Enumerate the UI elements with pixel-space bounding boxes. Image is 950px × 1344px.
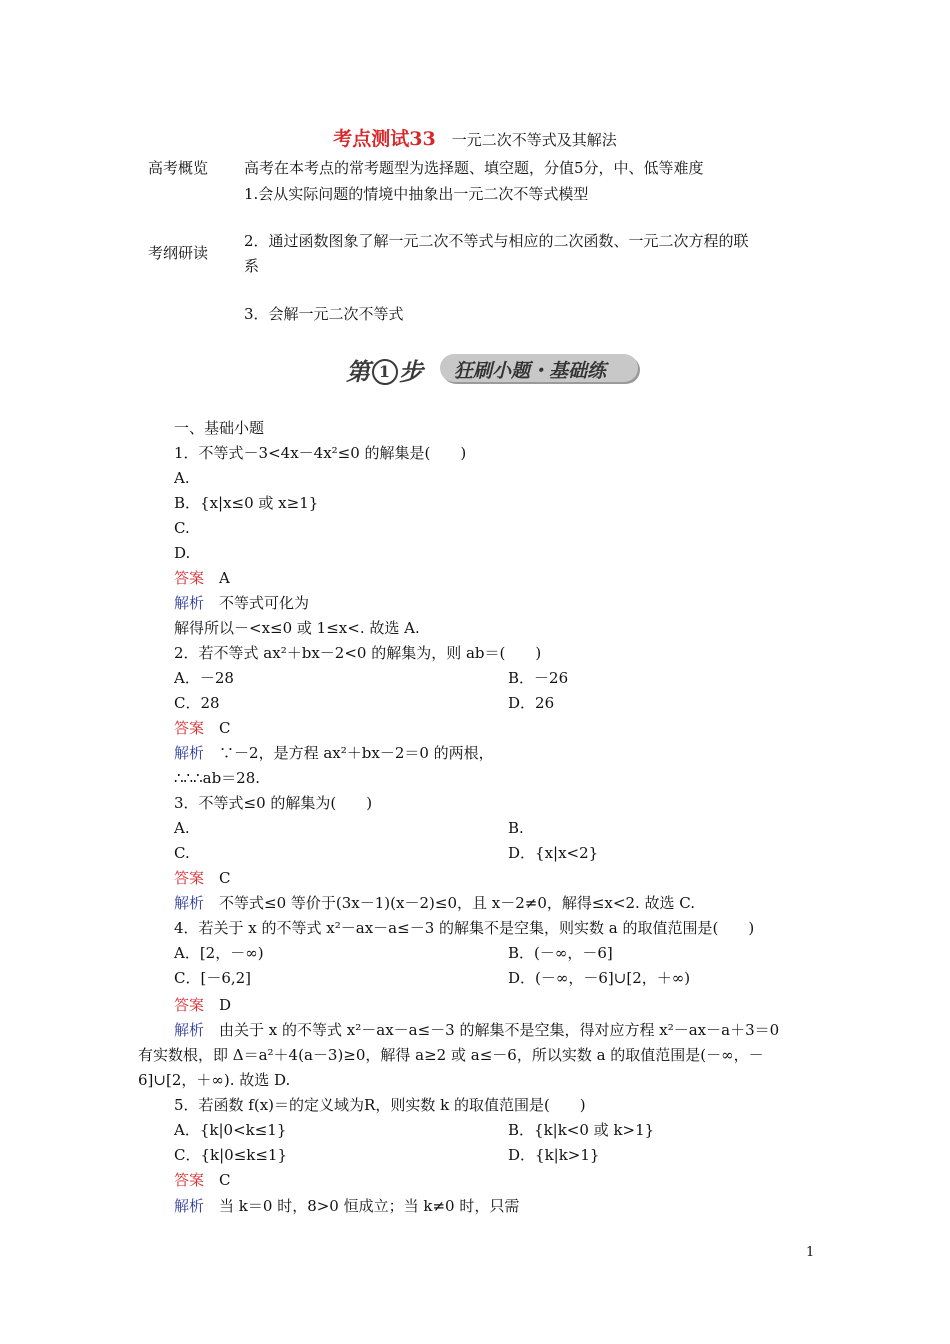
q4-option-d: D．(－∞，－6]∪[2，＋∞) [508,969,691,987]
q3-option-a: A. [174,819,190,837]
page-title [0,124,950,151]
overview-label: 高考概览 [148,159,209,177]
step-label: 第 1 步 [346,357,424,386]
q5-option-a: A．{k|0<k≤1} [174,1121,287,1139]
q2-answer: 答案 C [174,719,231,737]
banner-pill-text: 狂刷小题・基础练 [454,360,607,382]
step-number-circle: 1 [372,359,398,385]
q2-option-a: A．－28 [174,669,234,687]
q5-option-d: D．{k|k>1} [508,1146,600,1164]
q1-option-d: D. [174,544,191,562]
q5-option-b: B．{k|k<0 或 k>1} [508,1121,655,1139]
q4-explanation-2: 有实数根，即 Δ＝a²＋4(a－3)≥0，解得 a≥2 或 a≤－6，所以实数 a 的取值范围是(－∞，－ [138,1046,764,1064]
q2-option-b: B．－26 [508,669,569,687]
overview-text: 高考在本考点的常考题型为选择题、填空题，分值5分，中、低等难度 [244,159,704,177]
q1-explanation: 解析 不等式可化为 [174,594,310,612]
syllabus-item-2b: 系 [244,257,260,275]
q3-option-b: B. [508,819,524,837]
title-sub: 一元二次不等式及其解法 [451,131,617,149]
q2-explanation-2: ∴∴∴ab＝28. [174,769,261,787]
q4-explanation: 解析 由关于 x 的不等式 x²－ax－a≤－3 的解集不是空集，得对应方程 x²－ax－a＋3＝0 [174,1021,780,1039]
q4-answer: 答案 D [174,996,232,1014]
q2-stem: 2．若不等式 ax²＋bx－2<0 的解集为，则 ab＝( ) [174,644,542,662]
q1-option-c: C. [174,519,190,537]
q1-answer: 答案 A [174,569,230,587]
answer-label: 答案 [174,569,205,587]
q5-explanation: 解析 当 k＝0 时，8>0 恒成立；当 k≠0 时，只需 [174,1197,520,1215]
title-main: 考点测试33 [333,128,436,150]
q3-option-d: D．{x|x<2} [508,844,599,862]
q5-option-c: C．{k|0≤k≤1} [174,1146,288,1164]
q1-option-b: B．{x|x≤0 或 x≥1} [174,494,319,512]
page-number: 1 [806,1245,815,1260]
syllabus-item-3: 3．会解一元二次不等式 [244,305,404,323]
q2-option-d: D．26 [508,694,555,712]
q2-explanation: 解析 ∵－2，是方程 ax²＋bx－2＝0 的两根， [174,744,494,762]
q1-explanation-2: 解得所以－<x≤0 或 1≤x<. 故选 A. [174,619,420,637]
q2-option-c: C．28 [174,694,220,712]
q3-explanation: 解析 不等式≤0 等价于(3x－1)(x－2)≤0，且 x－2≠0，解得≤x<2. 故选 C. [174,894,696,912]
q4-explanation-3: 6]∪[2，＋∞). 故选 D. [138,1071,291,1089]
q4-option-b: B．(－∞，－6] [508,944,613,962]
section-heading: 一、基础小题 [174,419,265,437]
step-banner [346,352,646,384]
q1-option-a: A. [174,469,190,487]
explanation-label: 解析 [174,594,205,612]
syllabus-item-1: 1.会从实际问题的情境中抽象出一元二次不等式模型 [244,185,589,203]
q5-answer: 答案 C [174,1171,231,1189]
q4-stem: 4．若关于 x 的不等式 x²－ax－a≤－3 的解集不是空集，则实数 a 的取值范围是( ) [174,919,755,937]
q3-answer: 答案 C [174,869,231,887]
q5-stem: 5．若函数 f(x)＝的定义域为R，则实数 k 的取值范围是( ) [174,1096,586,1114]
q3-option-c: C. [174,844,190,862]
q1-stem: 1．不等式－3<4x－4x²≤0 的解集是( ) [174,444,467,462]
q3-stem: 3．不等式≤0 的解集为( ) [174,794,373,812]
syllabus-label: 考纲研读 [148,244,209,262]
q4-option-a: A．[2，－∞) [174,944,264,962]
q4-option-c: C．[－6,2] [174,969,252,987]
syllabus-item-2a: 2．通过函数图象了解一元二次不等式与相应的二次函数、一元二次方程的联 [244,232,749,250]
